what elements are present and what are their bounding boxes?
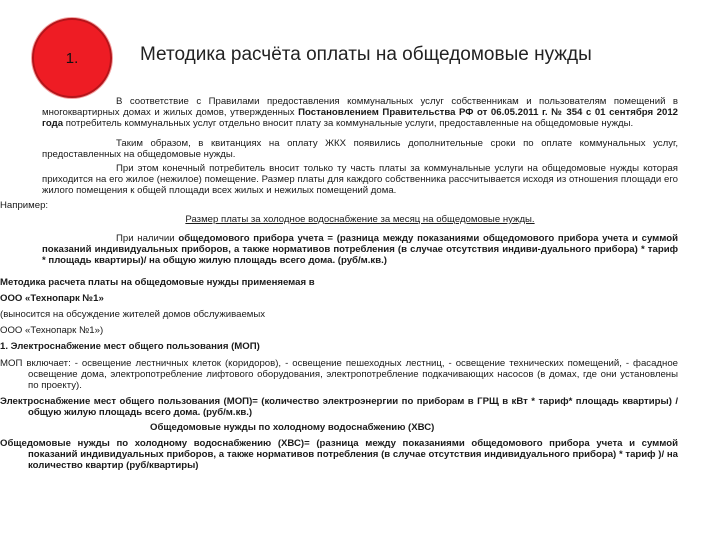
document-body [0,96,678,472]
paragraph-formula-cold-water [42,233,678,267]
intro-text: В соответствие с Правилами предоставления коммунальных услуг собственникам и пользователям помещений в многоквартирных домах и жилых домов, утвержденных [42,96,678,119]
intro-decree: Постановлением Правительства РФ от 06.05.2011 г. № 354 с 01 сентября 2012 года [42,107,678,130]
company-name-2: ООО «Технопарк №1») [0,325,104,337]
slide-number-badge [32,18,112,98]
formula-intro: При наличии [116,233,179,245]
intro-text-end: потребитель коммунальных услуг отдельно вносит плату за коммунальные услуги, предоставленные на общедомовые нужды. [63,118,634,130]
paragraph-intro [42,96,678,130]
discussion-note: (выносится на обсуждение жителей домов обслуживаемых [0,309,266,321]
company-name: ООО «Технопарк №1» [0,292,104,304]
electricity-formula: Электроснабжение мест общего пользования (МОП)= (количество электроэнергии по приборам в ГРЩ в кВт * тариф* площадь квартиры) / общую жилую площадь всего дома. (руб/м.кв.) [0,396,678,419]
paragraph-share: При этом конечный потребитель вносит только ту часть платы за коммунальные услуги на общедомовые нужды которая приходится на его жилое (нежилое) помещение. Размер платы для каждого собственника рассчитывается исходя из отношения площади его жилого помещения к общей площади всех жилых и нежилых помещений дома. [42,163,678,197]
paragraph-receipts: Таким образом, в квитанциях на оплату ЖКХ появились дополнительные сроки по оплате коммунальных услуг, предоставленных на общедомовые нужды. [42,137,678,160]
item-electricity-heading: 1. Электроснабжение мест общего пользования (МОП) [0,341,260,353]
page-title: Методика расчёта оплаты на общедомовые нужды [140,44,592,65]
method-heading: Методика расчета платы на общедомовые нужды применяемая в [0,276,315,288]
method-section [0,277,678,472]
cold-water-formula: Общедомовые нужды по холодному водоснабжению (ХВС)= (разница между показаниями общедомового прибора учета и суммой показаний индивидуальных приборов, а также нормативов потребления (в случае отсутствия индивидуального прибора) * тариф )/ на количество квартир (руб/квартиры) [0,437,678,472]
example-label: Например: [0,199,49,211]
slide-number: 1. [65,49,79,67]
formula-text: общедомового прибора учета = (разница между показаниями общедомового прибора учета и суммой показаний индивидуальных приборов, а также нормативов потребления (в случае отсутствия индиви-дуального прибора) * тариф * площадь квартиры)/ на общую жилую площадь всего дома. (руб/м.кв.) [42,233,678,267]
cold-water-heading: Общедомовые нужды по холодному водоснабжению (ХВС) [150,421,435,433]
mop-description: МОП включает: - освещение лестничных клеток (коридоров), - освещение пешеходных лестниц, - освещение технических помещений, - фасадное освещение дома, электропотребление лифтового оборудования, электропотребление подкачивающих насосов (в домах, где они установлены по проекту). [0,357,678,392]
example-heading: Размер платы за холодное водоснабжение за месяц на общедомовые нужды. [185,213,535,225]
